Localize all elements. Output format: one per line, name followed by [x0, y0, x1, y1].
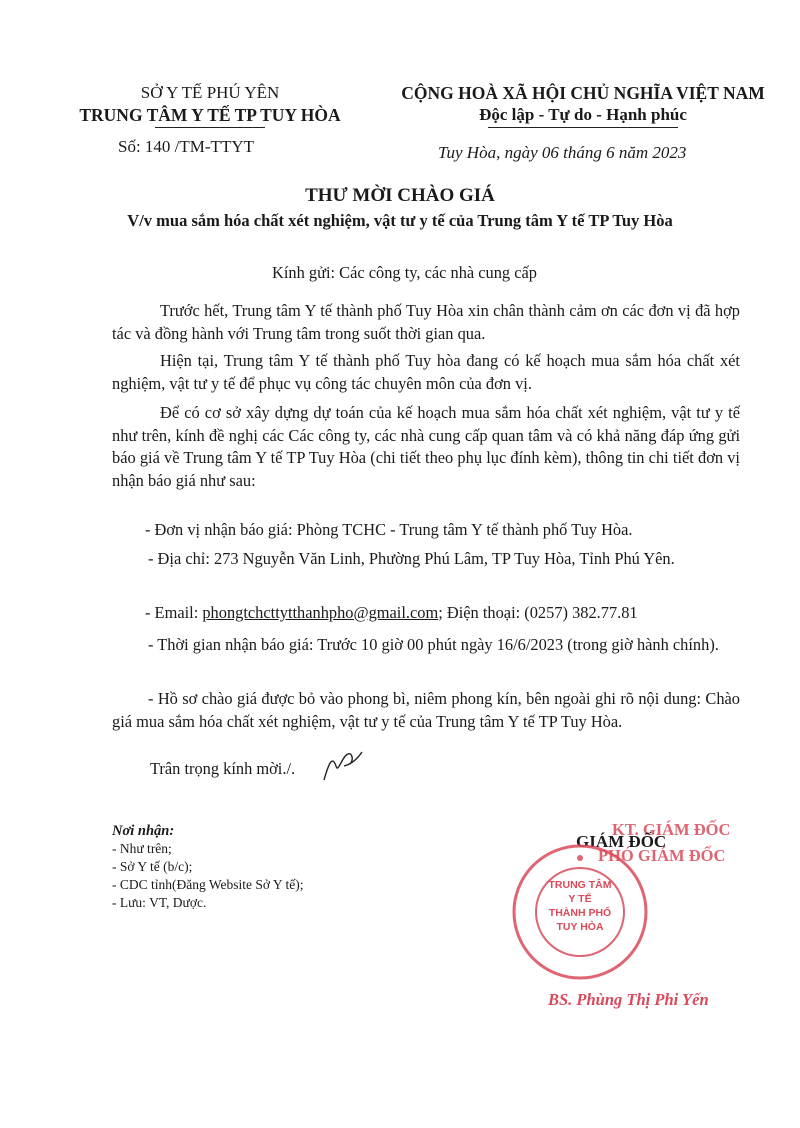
seal-line: TRUNG TÂM — [548, 879, 612, 891]
recipient-item: - Như trên; — [112, 841, 172, 856]
org-block — [40, 82, 380, 128]
item-file: - Hồ sơ chào giá được bỏ vào phong bì, niêm phong kín, bên ngoài ghi rõ nội dung: Chào giá mua sắm hóa chất xét nghiệm, vật tư y tế của Trung tâm Y tế TP Tuy Hòa. — [112, 689, 740, 731]
letter-subject: V/v mua sắm hóa chất xét nghiệm, vật tư y tế của Trung tâm Y tế TP Tuy Hòa — [127, 211, 673, 230]
email-label: - Email: — [145, 603, 203, 622]
item-address: - Địa chỉ: 273 Nguyễn Văn Linh, Phường Phú Lâm, TP Tuy Hòa, Tỉnh Phú Yên. — [148, 549, 675, 568]
recipient-item: - Sở Y tế (b/c); — [112, 859, 193, 874]
org-underline — [155, 127, 265, 128]
item-unit: - Đơn vị nhận báo giá: Phòng TCHC - Trung tâm Y tế thành phố Tuy Hòa. — [145, 520, 633, 539]
seal-line: Y TẾ — [568, 893, 592, 905]
motto: Độc lập - Tự do - Hạnh phúc — [479, 105, 687, 124]
initial-signature — [318, 746, 368, 786]
signer-name: BS. Phùng Thị Phi Yến — [548, 990, 709, 1009]
signature-kt: KT. GIÁM ĐỐC — [612, 820, 731, 839]
nation-title: CỘNG HOÀ XÃ HỘI CHỦ NGHĨA VIỆT NAM — [401, 83, 765, 103]
item-time: - Thời gian nhận báo giá: Trước 10 giờ 00 phút ngày 16/6/2023 (trong giờ hành chính). — [148, 635, 719, 654]
item-email-line — [145, 602, 638, 625]
letter-title: THƯ MỜI CHÀO GIÁ — [305, 185, 495, 206]
doc-number: Số: 140 /TM-TTYT — [118, 137, 254, 156]
phone-text: ; Điện thoại: (0257) 382.77.81 — [438, 603, 638, 622]
recipient-item: - Lưu: VT, Dược. — [112, 895, 207, 910]
signature-vice: PHÓ GIÁM ĐỐC — [598, 846, 726, 865]
paragraph-2: Hiện tại, Trung tâm Y tế thành phố Tuy hòa đang có kế hoạch mua sắm hóa chất xét nghiệm, vật tư y tế để phục vụ công tác chuyên môn của đơn vị. — [112, 351, 740, 393]
recipients — [112, 822, 304, 912]
greeting: Kính gửi: Các công ty, các nhà cung cấp — [272, 263, 537, 282]
paragraph-3: Để có cơ sở xây dựng dự toán của kế hoạch mua sắm hóa chất xét nghiệm, vật tư y tế như trên, kính đề nghị các Các công ty, các nhà cung cấp quan tâm và có khả năng đáp ứng gửi báo giá về Trung tâm Y tế TP Tuy Hòa (chi tiết theo phụ lục đính kèm), thông tin chi tiết đơn vị nhận báo giá như sau: — [112, 403, 740, 490]
motto-underline — [488, 127, 678, 128]
recipients-heading: Nơi nhận: — [112, 823, 175, 839]
nation-block — [378, 82, 788, 128]
closing: Trân trọng kính mời./. — [150, 759, 296, 778]
org-name: TRUNG TÂM Y TẾ TP TUY HÒA — [79, 105, 341, 125]
seal-line: THÀNH PHỐ — [548, 907, 612, 919]
official-seal — [510, 842, 650, 982]
email-link[interactable]: phongtchcttytthanhpho@gmail.com — [202, 603, 439, 622]
signature-title: GIÁM ĐỐC — [576, 832, 667, 851]
seal-line: TUY HÒA — [556, 921, 604, 933]
org-parent: SỞ Y TẾ PHÚ YÊN — [140, 83, 280, 102]
seal-text — [538, 878, 622, 934]
paragraph-1: Trước hết, Trung tâm Y tế thành phố Tuy Hòa xin chân thành cảm ơn các đơn vị đã hợp tác và đồng hành với Trung tâm trong suốt thời gian qua. — [112, 301, 740, 343]
recipient-item: - CDC tỉnh(Đăng Website Sở Y tế); — [112, 877, 304, 892]
place-date: Tuy Hòa, ngày 06 tháng 6 năm 2023 — [438, 143, 687, 162]
